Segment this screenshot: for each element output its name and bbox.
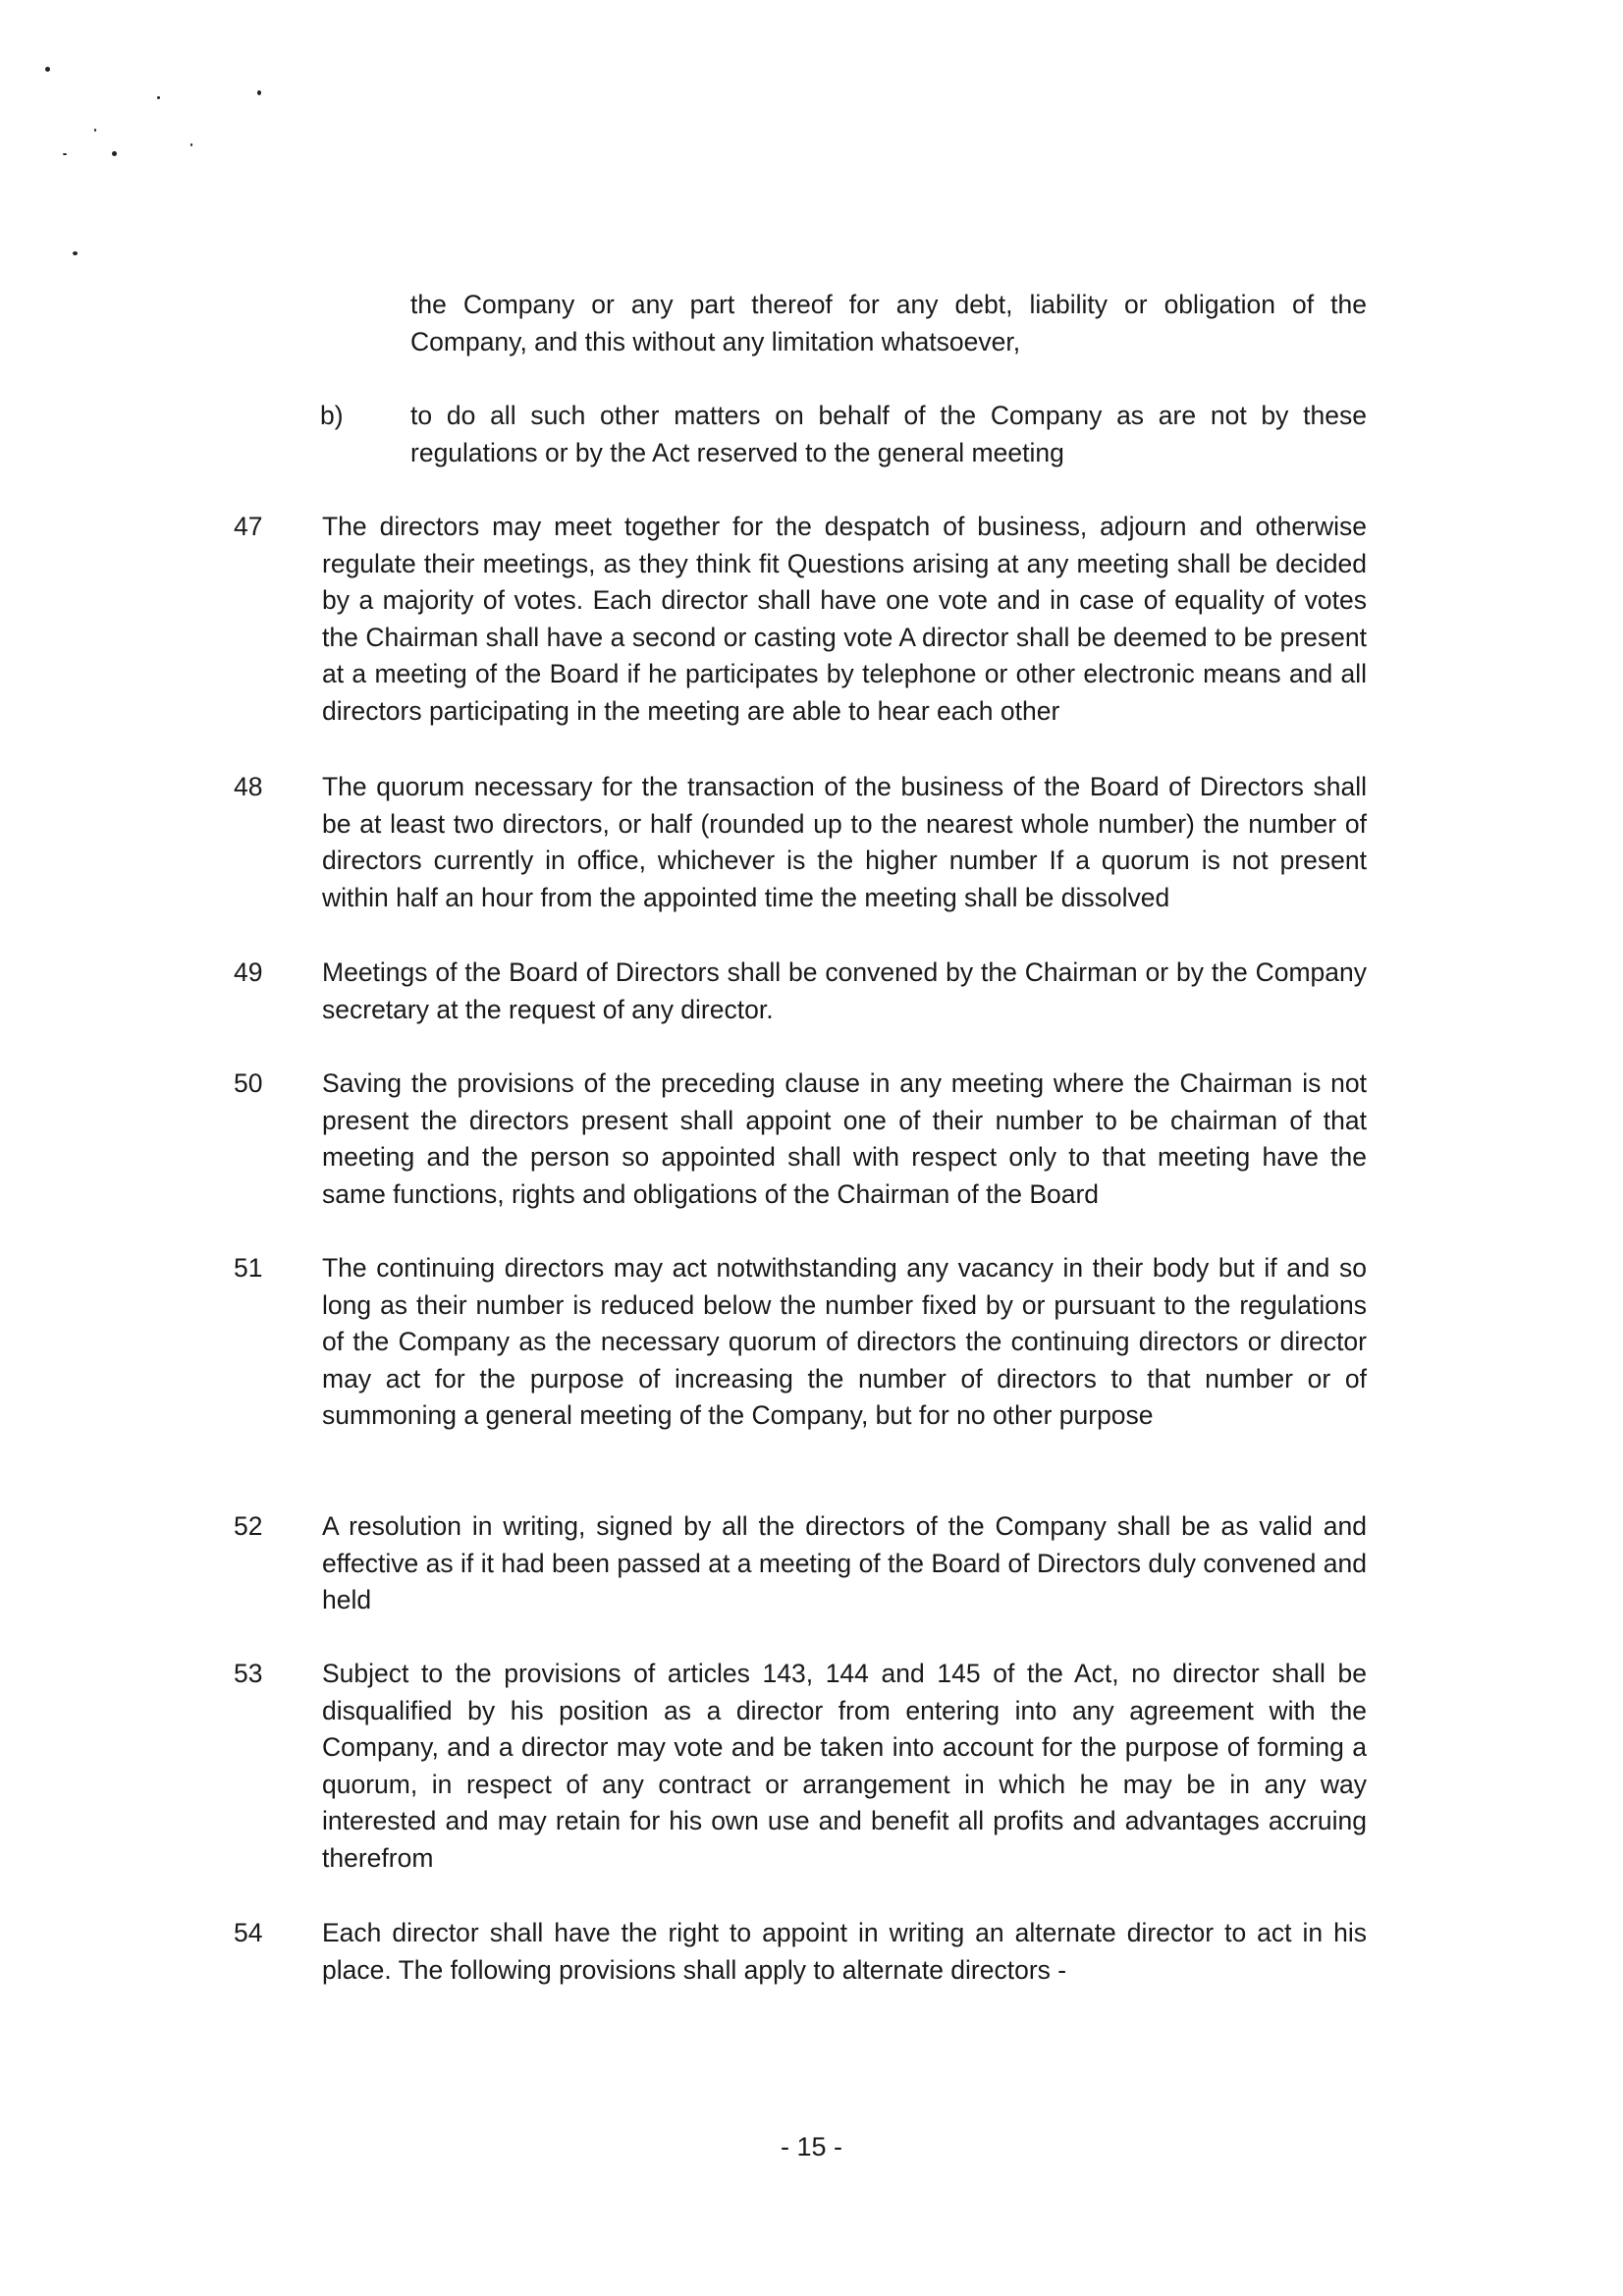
scan-speck [190, 143, 192, 146]
scan-speck [73, 251, 78, 255]
sub-item-text: to do all such other matters on behalf of the Company as are not by these regulations or by the Act reserved to the general meeting [410, 401, 1367, 467]
scan-speck [45, 67, 50, 72]
clause-number: 48 [234, 772, 263, 801]
clause-number: 47 [234, 512, 263, 541]
scan-speck [257, 90, 261, 95]
clause-text: Each director shall have the right to appoint in writing an alternate director to act in his place. The following provisions shall apply to alternate directors - [322, 1918, 1367, 1985]
clause-number: 50 [234, 1068, 263, 1098]
scan-speck [94, 129, 96, 132]
clause-paragraph [322, 1250, 1367, 1435]
sub-item-paragraph [410, 398, 1367, 471]
clause-text: The directors may meet together for the despatch of business, adjourn and otherwise regulate their meetings, as they think fit Questions arising at any meeting shall be decided by a majority of votes. Each director shall have one vote and in case of equality of votes the Chairman shall have a second or casting vote A director shall be deemed to be present at a meeting of the Board if he participates by telephone or other electronic means and all directors participating in the meeting are able to hear each other [322, 512, 1367, 726]
scan-speck [157, 96, 160, 99]
clause-number: 49 [234, 957, 263, 987]
clause-paragraph [322, 1915, 1367, 1989]
clause-paragraph [322, 509, 1367, 730]
clause-text: Subject to the provisions of articles 143, 144 and 145 of the Act, no director shall be disqualified by his position as a director from entering into any agreement with the Company, and a director may vote and be taken into account for the purpose of forming a quorum, in respect of any contract or arrangement in which he may be in any way interested and may retain for his own use and benefit all profits and advantages accruing therefrom [322, 1659, 1367, 1873]
clause-text: The continuing directors may act notwithstanding any vacancy in their body but if and so long as their number is reduced below the number fixed by or pursuant to the regulations of the Company as the necessary quorum of directors the continuing directors or director may act for the purpose of increasing the number of directors to that number or of summoning a general meeting of the Company, but for no other purpose [322, 1253, 1367, 1430]
clause-number: 52 [234, 1511, 263, 1541]
clause-text: The quorum necessary for the transaction of the business of the Board of Directors shall be at least two directors, or half (rounded up to the nearest whole number) the number of directors currently in office, whichever is the higher number If a quorum is not present within half an hour from the appointed time the meeting shall be dissolved [322, 772, 1367, 912]
page-number: - 15 - [780, 2132, 843, 2161]
sub-item-label: b) [320, 401, 344, 430]
continuation-paragraph [410, 287, 1367, 360]
clause-text: A resolution in writing, signed by all the directors of the Company shall be as valid and effective as if it had been passed at a meeting of the Board of Directors duly convened and held [322, 1511, 1367, 1614]
scan-speck [63, 153, 67, 155]
scan-speck [112, 151, 117, 156]
clause-text: Meetings of the Board of Directors shall be convened by the Chairman or by the Company secretary at the request of any director. [322, 957, 1367, 1024]
clause-paragraph [322, 1656, 1367, 1877]
clause-text: Saving the provisions of the preceding clause in any meeting where the Chairman is not present the directors present shall appoint one of their number to be chairman of that meeting and the person so appointed shall with respect only to that meeting have the same functions, rights and obligations of the Chairman of the Board [322, 1068, 1367, 1209]
clause-paragraph [322, 955, 1367, 1028]
clause-number: 53 [234, 1659, 263, 1688]
clause-paragraph [322, 1508, 1367, 1619]
continuation-text: the Company or any part thereof for any debt, liability or obligation of the Company, and this without any limitation whatsoever, [410, 290, 1367, 356]
clause-paragraph [322, 1066, 1367, 1213]
clause-paragraph [322, 769, 1367, 916]
clause-number: 51 [234, 1253, 263, 1283]
clause-number: 54 [234, 1918, 263, 1947]
